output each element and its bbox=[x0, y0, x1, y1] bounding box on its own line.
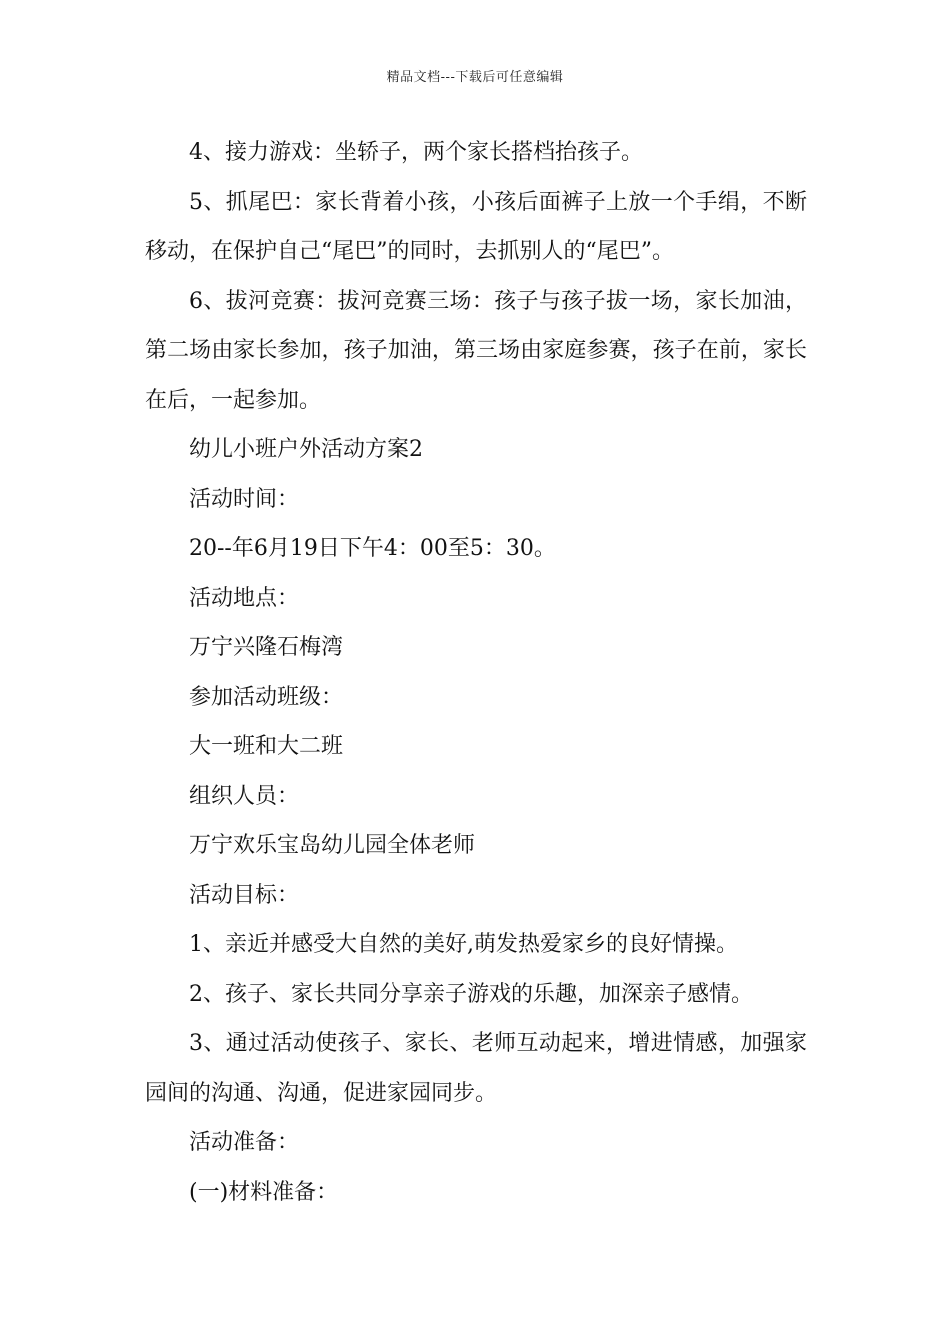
value-activity-time: 20--年6月19日下午4：00至5：30。 bbox=[189, 536, 556, 561]
goal-item-1: 1、亲近并感受大自然的美好,萌发热爱家乡的良好情操。 bbox=[189, 932, 738, 957]
section-title: 幼儿小班户外活动方案2 bbox=[189, 437, 423, 462]
label-activity-location: 活动地点： bbox=[189, 585, 300, 611]
goal-item-2: 2、孩子、家长共同分享亲子游戏的乐趣，加深亲子感情。 bbox=[189, 981, 753, 1007]
label-activity-preparation: 活动准备： bbox=[189, 1130, 300, 1155]
paragraph-relay-game: 4、接力游戏：坐轿子，两个家长搭档抬孩子。 bbox=[189, 140, 643, 165]
subsection-material-preparation: (一)材料准备： bbox=[189, 1179, 339, 1205]
paragraph-catch-tail: 5、抓尾巴：家长背着小孩，小孩后面裤子上放一个手绢，不断移动，在保护自己“尾巴”的同时，去抓别人的“尾巴”。 bbox=[145, 189, 807, 264]
label-activity-goals: 活动目标： bbox=[189, 882, 300, 908]
label-organizers: 组织人员： bbox=[189, 783, 300, 809]
label-activity-time: 活动时间： bbox=[189, 486, 300, 512]
value-participating-classes: 大一班和大二班 bbox=[189, 734, 344, 759]
label-participating-classes: 参加活动班级： bbox=[189, 684, 344, 710]
document-body bbox=[145, 128, 807, 1217]
page-header: 精品文档---下载后可任意编辑 bbox=[386, 70, 564, 85]
value-organizers: 万宁欢乐宝岛幼儿园全体老师 bbox=[189, 833, 476, 858]
value-activity-location: 万宁兴隆石梅湾 bbox=[189, 635, 344, 660]
paragraph-tug-of-war: 6、拔河竞赛：拔河竞赛三场：孩子与孩子拔一场，家长加油，第二场由家长参加，孩子加油，第三场由家庭参赛，孩子在前，家长在后，一起参加。 bbox=[145, 288, 807, 413]
goal-item-3: 3、通过活动使孩子、家长、老师互动起来，增进情感，加强家园间的沟通、沟通，促进家园同步。 bbox=[145, 1031, 807, 1106]
